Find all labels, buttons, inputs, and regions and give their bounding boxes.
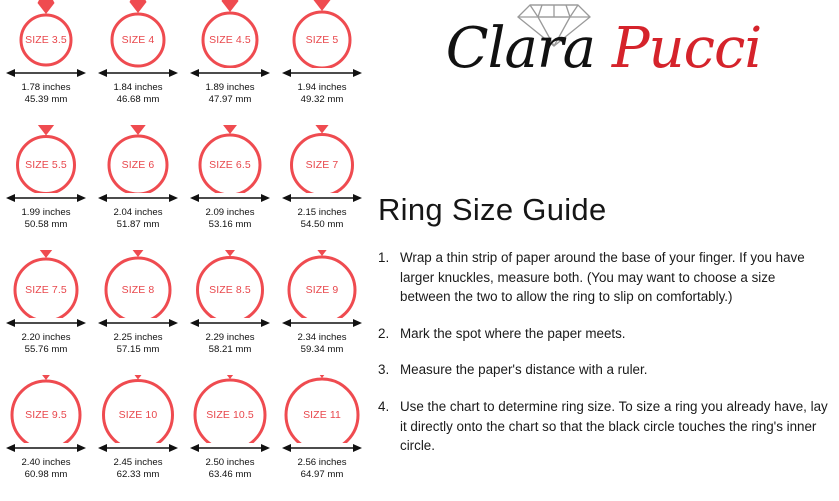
ring-size-cell: [0, 250, 92, 375]
measurement-mm: 60.98 mm: [24, 468, 68, 480]
measurement-mm: 51.87 mm: [116, 218, 160, 230]
measurement-mm: 47.97 mm: [208, 93, 252, 105]
step-number: 2.: [378, 325, 390, 341]
diameter-arrow-icon: [98, 316, 178, 328]
diameter-arrow-icon: [98, 66, 178, 78]
ring-illustration: [0, 0, 92, 68]
brand-logo: [368, 0, 839, 110]
ring-measurements: [276, 457, 368, 480]
diameter-arrow-icon: [282, 316, 362, 328]
measurement-inches: 1.89 inches: [205, 82, 255, 93]
ring-size-cell: [92, 375, 184, 500]
diameter-arrow-icon: [6, 66, 86, 78]
ring-size-cell: [276, 375, 368, 500]
ring-measurements: [0, 82, 92, 105]
ring-size-label: SIZE 5: [305, 34, 339, 46]
ring-size-cell: [92, 0, 184, 125]
step-text: Mark the spot where the paper meets.: [400, 325, 626, 341]
measurement-mm: 46.68 mm: [116, 93, 160, 105]
measurement-inches: 2.40 inches: [21, 457, 71, 468]
ring-size-cell: [184, 125, 276, 250]
ring-illustration: [276, 125, 368, 193]
ring-size-label: SIZE 4: [121, 34, 155, 46]
instruction-step: [378, 397, 828, 456]
step-text: Measure the paper's distance with a ruler.: [400, 362, 648, 378]
measurement-mm: 55.76 mm: [24, 343, 68, 355]
measurement-mm: 57.15 mm: [116, 343, 160, 355]
ring-size-cell: [92, 250, 184, 375]
measurement-inches: 2.34 inches: [297, 332, 347, 343]
measurement-mm: 64.97 mm: [300, 468, 344, 480]
ring-illustration: [184, 0, 276, 68]
ring-size-label: SIZE 7.5: [25, 284, 67, 296]
measurement-inches: 2.15 inches: [297, 207, 347, 218]
ring-size-cell: [184, 375, 276, 500]
guide-panel: [368, 0, 839, 501]
ring-measurements: [276, 82, 368, 105]
ring-size-cell: [0, 125, 92, 250]
ring-illustration: [0, 375, 92, 443]
diameter-arrow-icon: [282, 66, 362, 78]
ring-size-cell: [0, 375, 92, 500]
ring-illustration: [0, 125, 92, 193]
ring-measurements: [92, 332, 184, 355]
ring-size-label: SIZE 7: [305, 159, 339, 171]
step-text: Wrap a thin strip of paper around the base of your finger. If you have larger knuckles, measure both. (You may want to choose a size between the two to allow the ring to slip on comfortably.): [400, 250, 805, 305]
ring-measurements: [92, 457, 184, 480]
measurement-mm: 50.58 mm: [24, 218, 68, 230]
ring-measurements: [184, 457, 276, 480]
instruction-step: [378, 248, 828, 307]
ring-illustration: [92, 250, 184, 318]
ring-measurements: [184, 332, 276, 355]
diameter-arrow-icon: [282, 441, 362, 453]
ring-illustration: [0, 250, 92, 318]
measurement-inches: 2.04 inches: [113, 207, 163, 218]
ring-size-cell: [92, 125, 184, 250]
measurement-inches: 1.84 inches: [113, 82, 163, 93]
diameter-arrow-icon: [6, 191, 86, 203]
measurement-inches: 2.45 inches: [113, 457, 163, 468]
measurement-inches: 2.25 inches: [113, 332, 163, 343]
ring-measurements: [92, 207, 184, 230]
instruction-step: [378, 360, 828, 380]
ring-measurements: [92, 82, 184, 105]
ring-size-label: SIZE 8.5: [209, 284, 251, 296]
step-number: 3.: [378, 362, 390, 378]
measurement-mm: 53.16 mm: [208, 218, 252, 230]
ring-size-cell: [0, 0, 92, 125]
ring-size-cell: [184, 250, 276, 375]
ring-illustration: [184, 250, 276, 318]
measurement-mm: 49.32 mm: [300, 93, 344, 105]
ring-size-label: SIZE 3.5: [25, 34, 67, 46]
ring-size-chart: [0, 0, 368, 501]
brand-name-first: Clara: [445, 16, 596, 81]
ring-size-label: SIZE 10.5: [206, 409, 254, 421]
diameter-arrow-icon: [98, 191, 178, 203]
ring-illustration: [92, 125, 184, 193]
ring-size-label: SIZE 11: [303, 409, 341, 421]
ring-size-label: SIZE 10: [118, 409, 158, 421]
brand-name: [368, 18, 839, 80]
ring-illustration: [184, 125, 276, 193]
diameter-arrow-icon: [6, 441, 86, 453]
diameter-arrow-icon: [190, 441, 270, 453]
ring-illustration: [92, 375, 184, 443]
ring-size-label: SIZE 8: [121, 284, 155, 296]
ring-size-label: SIZE 4.5: [209, 34, 251, 46]
diameter-arrow-icon: [190, 191, 270, 203]
ring-size-cell: [276, 250, 368, 375]
ring-measurements: [0, 332, 92, 355]
measurement-mm: 45.39 mm: [24, 93, 68, 105]
measurement-inches: 2.20 inches: [21, 332, 71, 343]
ring-size-label: SIZE 6.5: [209, 159, 251, 171]
measurement-inches: 2.56 inches: [297, 457, 347, 468]
measurement-inches: 1.99 inches: [21, 207, 71, 218]
ring-illustration: [276, 250, 368, 318]
diameter-arrow-icon: [282, 191, 362, 203]
instruction-step: [378, 324, 828, 344]
measurement-inches: 1.94 inches: [297, 82, 347, 93]
ring-measurements: [276, 332, 368, 355]
ring-size-label: SIZE 5.5: [25, 159, 67, 171]
ring-size-cell: [276, 0, 368, 125]
ring-size-cell: [184, 0, 276, 125]
measurement-inches: 1.78 inches: [21, 82, 71, 93]
ring-illustration: [92, 0, 184, 68]
ring-size-cell: [276, 125, 368, 250]
diameter-arrow-icon: [98, 441, 178, 453]
ring-size-label: SIZE 9.5: [25, 409, 67, 421]
ring-measurements: [0, 207, 92, 230]
diameter-arrow-icon: [6, 316, 86, 328]
ring-measurements: [0, 457, 92, 480]
page-title: Ring Size Guide: [378, 192, 607, 227]
ring-measurements: [184, 82, 276, 105]
ring-illustration: [276, 375, 368, 443]
measurement-inches: 2.50 inches: [205, 457, 255, 468]
ring-size-label: SIZE 6: [121, 159, 155, 171]
ring-illustration: [184, 375, 276, 443]
diameter-arrow-icon: [190, 316, 270, 328]
step-number: 1.: [378, 250, 390, 265]
measurement-inches: 2.29 inches: [205, 332, 255, 343]
ring-measurements: [184, 207, 276, 230]
measurement-mm: 63.46 mm: [208, 468, 252, 480]
diameter-arrow-icon: [190, 66, 270, 78]
ring-illustration: [276, 0, 368, 68]
brand-name-second: Pucci: [611, 16, 762, 81]
measurement-mm: 59.34 mm: [300, 343, 344, 355]
step-text: Use the chart to determine ring size. To size a ring you already have, lay it directly onto the chart so that the black circle touches the ring's inner circle.: [400, 398, 828, 454]
measurement-mm: 62.33 mm: [116, 468, 160, 480]
measurement-inches: 2.09 inches: [205, 207, 255, 218]
measurement-mm: 58.21 mm: [208, 343, 252, 355]
measurement-mm: 54.50 mm: [300, 218, 344, 230]
instruction-list: [378, 248, 828, 473]
ring-size-label: SIZE 9: [305, 284, 339, 296]
ring-measurements: [276, 207, 368, 230]
step-number: 4.: [378, 398, 390, 414]
